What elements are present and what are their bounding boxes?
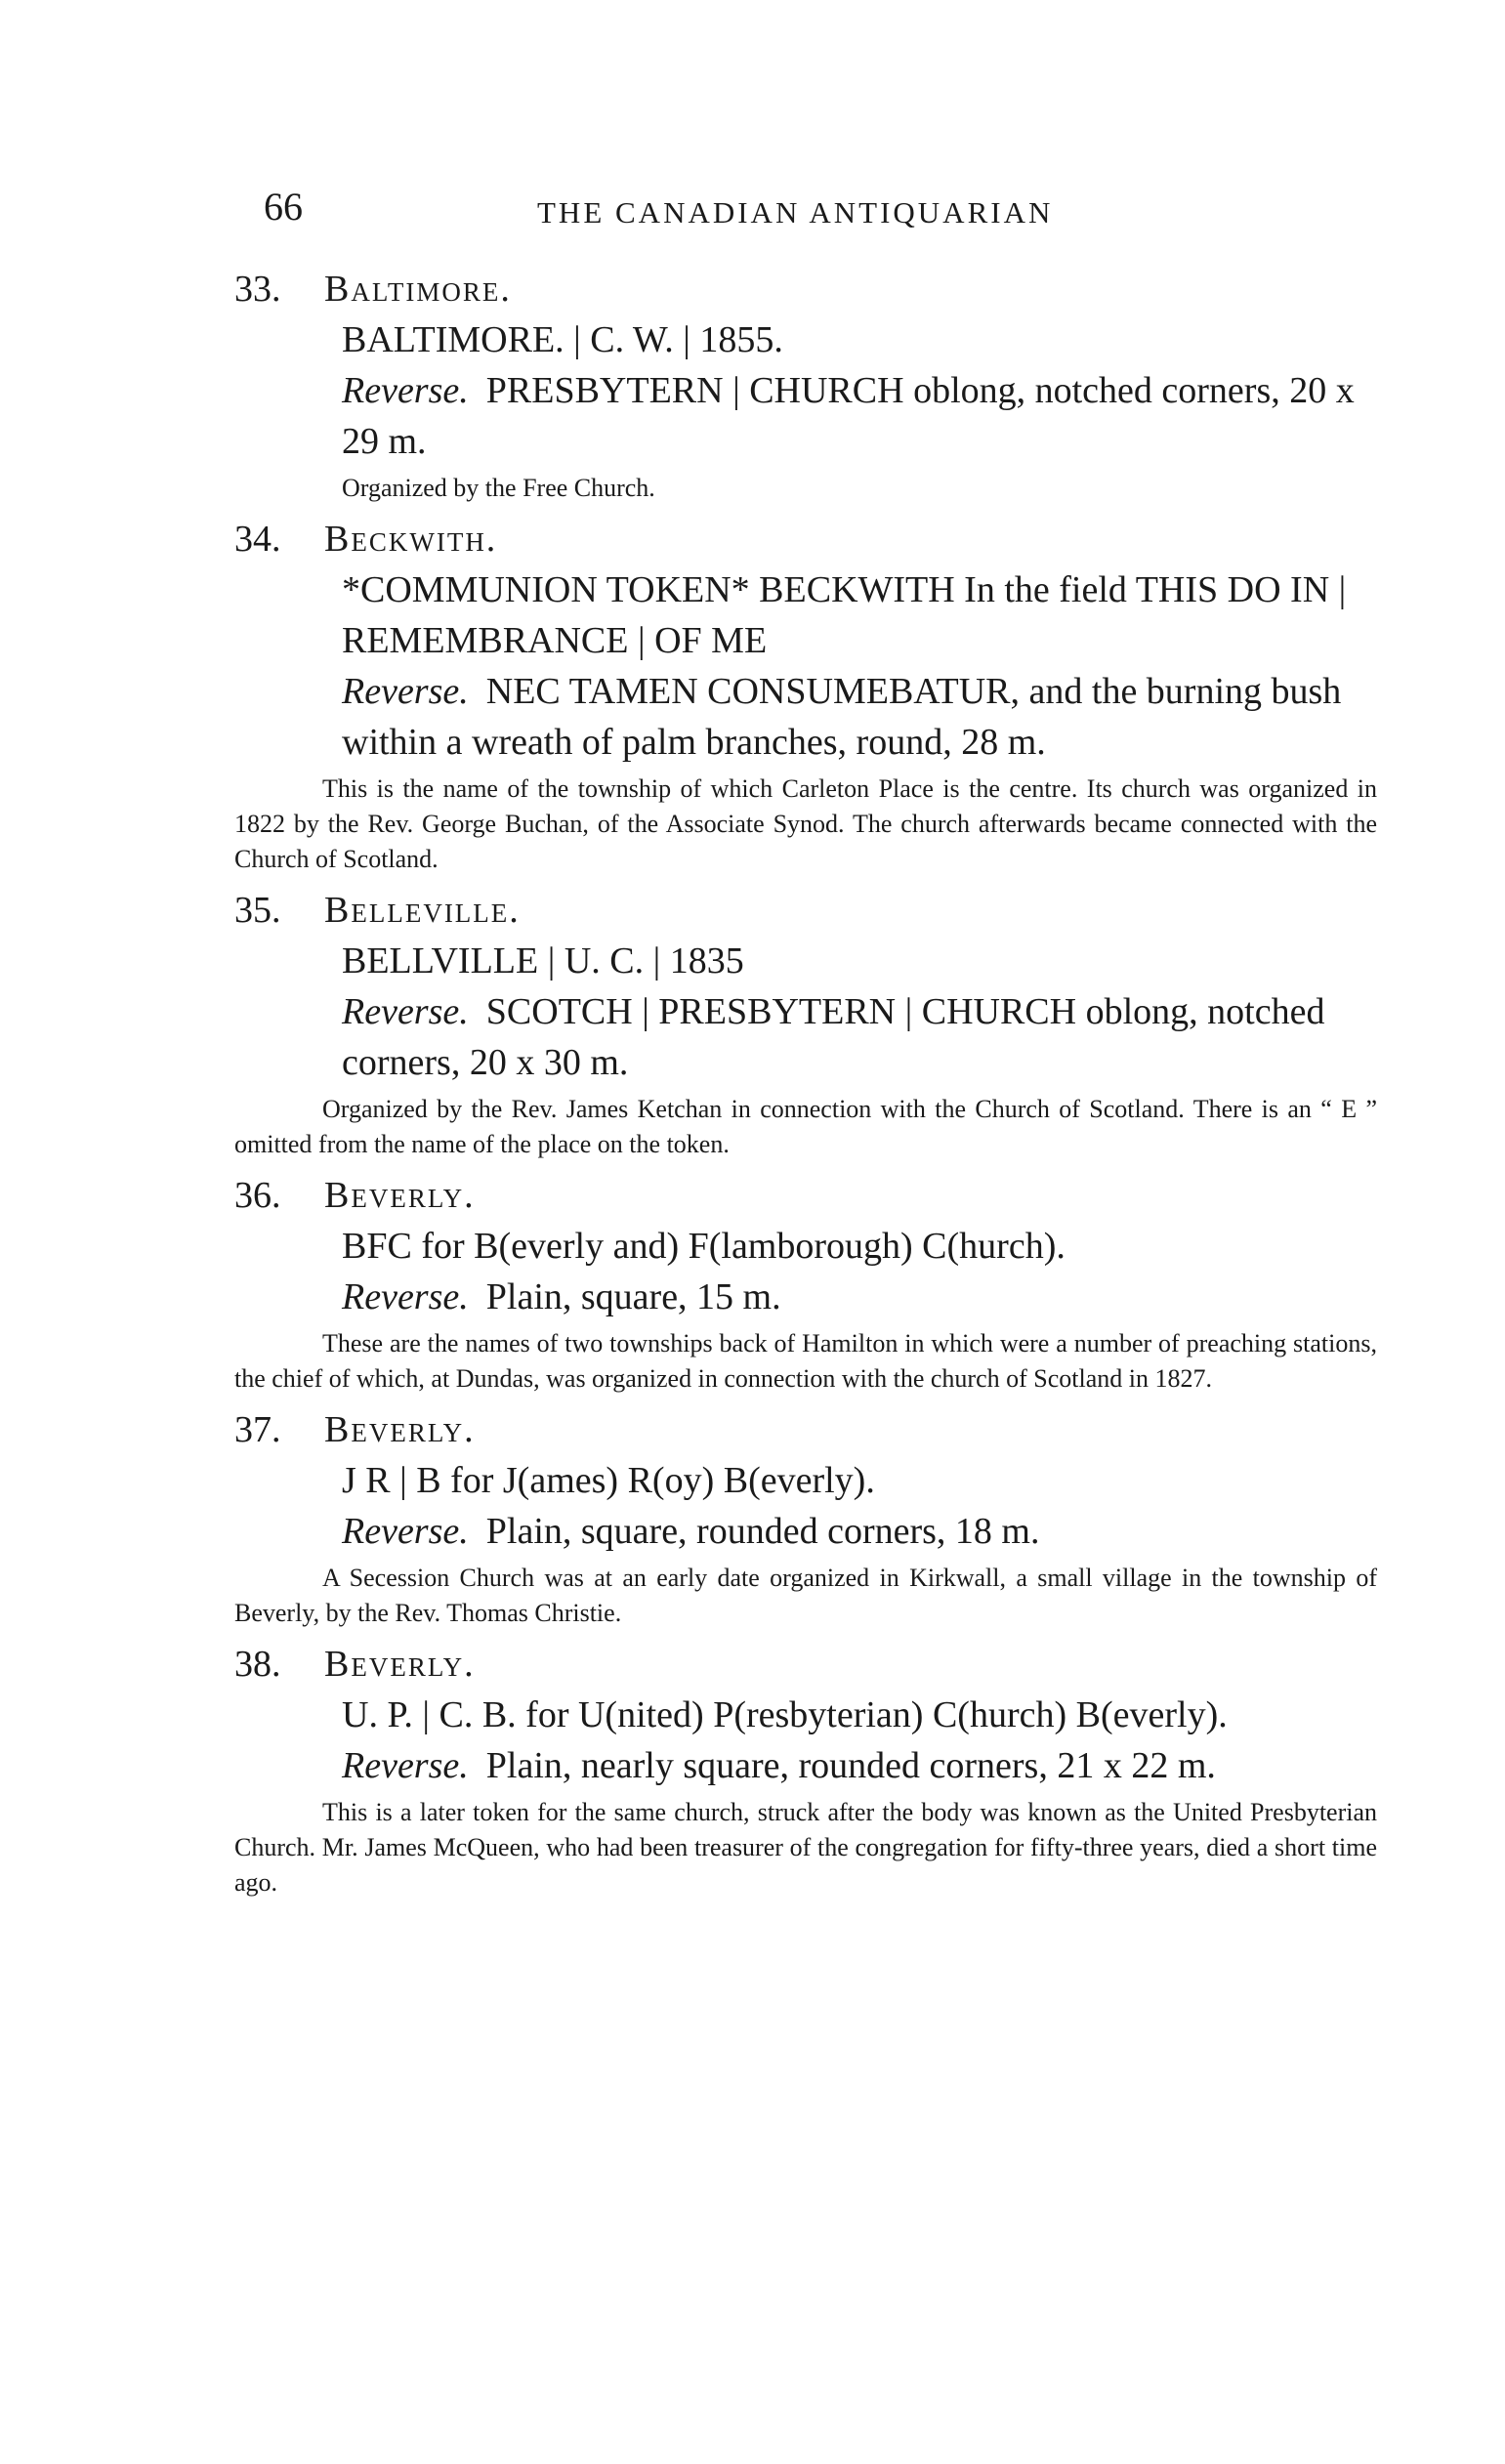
- entry-name: Belleville.: [324, 890, 521, 931]
- entry-note: This is the name of the township of which Carleton Place is the centre. Its church was organized in 1822 by the Rev. George Buchan, of the Associate Synod. The church afterwards became connected with the Church of Scotland.: [234, 774, 1377, 873]
- entry-heading: [234, 1639, 1377, 1690]
- token-entry: [234, 1639, 1377, 1900]
- running-title: THE CANADIAN ANTIQUARIAN: [537, 195, 1054, 230]
- entry-name: Beverly.: [324, 1175, 476, 1216]
- reverse-label: Reverse.: [342, 370, 469, 411]
- entry-number: 33.: [234, 269, 281, 310]
- page-header: [264, 184, 1387, 242]
- entry-reverse: [234, 666, 1377, 768]
- reverse-text: Plain, square, 15 m.: [485, 1276, 781, 1317]
- entry-name: Beckwith.: [324, 519, 498, 560]
- reverse-label: Reverse.: [342, 991, 469, 1032]
- entry-name: Beverly.: [324, 1644, 476, 1685]
- entry-inscription: BALTIMORE. | C. W. | 1855.: [342, 319, 783, 360]
- entry-note: Organized by the Rev. James Ketchan in connection with the Church of Scotland. There is an “ E ” omitted from the name of the place on the token.: [234, 1095, 1377, 1158]
- entry-heading: [234, 264, 1377, 314]
- token-entry: [234, 514, 1377, 877]
- reverse-label: Reverse.: [342, 1745, 469, 1786]
- entry-heading: [234, 1170, 1377, 1221]
- token-entry: [234, 885, 1377, 1162]
- reverse-label: Reverse.: [342, 1276, 469, 1317]
- token-entry: [234, 264, 1377, 506]
- entry-inscription: *COMMUNION TOKEN* BECKWITH In the field THIS DO IN | REMEMBRANCE | OF ME: [342, 569, 1347, 661]
- token-entry: [234, 1170, 1377, 1397]
- entry-note: These are the names of two townships back of Hamilton in which were a number of preaching stations, the chief of which, at Dundas, was organized in connection with the church of Scotland in 1827.: [234, 1329, 1377, 1393]
- entry-inscription: U. P. | C. B. for U(nited) P(resbyterian) C(hurch) B(everly).: [342, 1694, 1228, 1735]
- entry-number: 37.: [234, 1409, 281, 1450]
- reverse-text: PRESBYTERN | CHURCH oblong, notched corners, 20 x 29 m.: [342, 370, 1355, 462]
- entry-inscription: BELLVILLE | U. C. | 1835: [342, 940, 744, 981]
- entry-note: A Secession Church was at an early date organized in Kirkwall, a small village in the township of Beverly, by the Rev. Thomas Christie.: [234, 1564, 1377, 1627]
- entry-inscription: BFC for B(everly and) F(lamborough) C(hurch).: [342, 1226, 1066, 1267]
- entry-heading: [234, 1404, 1377, 1455]
- reverse-label: Reverse.: [342, 671, 469, 712]
- reverse-label: Reverse.: [342, 1511, 469, 1552]
- entry-reverse: [234, 365, 1377, 467]
- entry-reverse: [234, 1506, 1377, 1557]
- entry-number: 36.: [234, 1175, 281, 1216]
- entry-name: Beverly.: [324, 1409, 476, 1450]
- entry-heading: [234, 514, 1377, 564]
- page-number: 66: [264, 185, 303, 229]
- entry-reverse: [234, 1740, 1377, 1791]
- reverse-text: SCOTCH | PRESBYTERN | CHURCH oblong, notched corners, 20 x 30 m.: [342, 991, 1325, 1083]
- entry-name: Baltimore.: [324, 269, 512, 310]
- token-entry: [234, 1404, 1377, 1631]
- entry-number: 35.: [234, 890, 281, 931]
- entry-reverse: [234, 986, 1377, 1088]
- entry-reverse: [234, 1272, 1377, 1322]
- reverse-text: NEC TAMEN CONSUMEBATUR, and the burning bush within a wreath of palm branches, round, 28 m.: [342, 671, 1342, 763]
- entry-number: 34.: [234, 519, 281, 560]
- entry-note: This is a later token for the same church, struck after the body was known as the United Presbyterian Church. Mr. James McQueen, who had been treasurer of the congregation for fifty-three years, died a short time ago.: [234, 1798, 1377, 1897]
- entry-heading: [234, 885, 1377, 936]
- page-content: [234, 264, 1377, 1908]
- entry-number: 38.: [234, 1644, 281, 1685]
- reverse-text: Plain, square, rounded corners, 18 m.: [485, 1511, 1040, 1552]
- entry-inscription: J R | B for J(ames) R(oy) B(everly).: [342, 1460, 875, 1501]
- reverse-text: Plain, nearly square, rounded corners, 21 x 22 m.: [485, 1745, 1216, 1786]
- entry-note: Organized by the Free Church.: [342, 474, 655, 502]
